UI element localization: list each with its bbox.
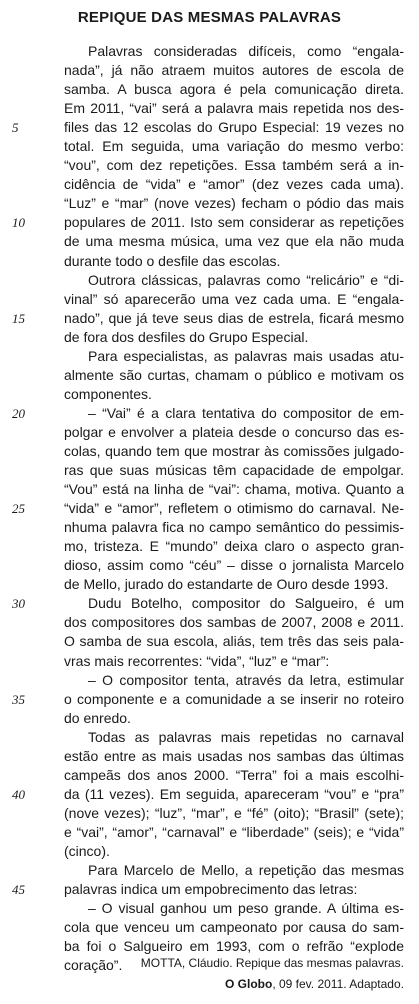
article-body [64, 42, 404, 975]
text-line: nada”, já não atraem muitos autores de escola de [64, 62, 404, 79]
text-line: o componente e a comunidade a se inserir no roteiro [64, 690, 404, 707]
text-line: componentes. [64, 385, 152, 402]
text-line: colas, quando tem que mostrar às comissões julgado- [64, 442, 404, 459]
newspaper-name: O Globo [225, 977, 273, 991]
text-line: “Vou” está na linha de “vai”: chama, motiva. Quanto a [64, 481, 404, 498]
text-line: cola que venceu um campeonato por causa do sam- [64, 919, 404, 936]
text-line: dos compositores dos sambas de 2007, 2008 e 2011. [64, 614, 404, 631]
text-line: Dudu Botelho, compositor do Salgueiro, é um [88, 595, 404, 612]
text-line: do enredo. [64, 709, 131, 726]
text-line: O samba de sua escola, aliás, tem três das seis pala- [64, 633, 404, 650]
text-line: almente são curtas, chamam o público e motivam os [64, 366, 404, 383]
text-line: files das 12 escolas do Grupo Especial: 19 vezes no [64, 119, 404, 136]
text-line: “vida” e “amor”, refletem o otimismo do carnaval. Ne- [64, 500, 404, 517]
line-number: 45 [12, 882, 25, 898]
text-line: da (11 vezes). Em seguida, apareceram “vou” e “pra” [64, 785, 404, 802]
line-number: 30 [12, 596, 25, 612]
line-number: 10 [12, 215, 25, 231]
text-line: dioso, assim como “céu” – disse o jornalista Marcelo [64, 557, 404, 574]
text-line: – “Vai” é a clara tentativa do compositor de em- [88, 404, 404, 421]
text-line: Palavras consideradas difíceis, como “engala- [88, 43, 404, 59]
article-title: REPIQUE DAS MESMAS PALAVRAS [77, 9, 342, 26]
source-citation [141, 953, 404, 995]
text-line: estão entre as mais usadas nos sambas das últimas [64, 747, 404, 764]
text-line: (nove vezes); “luz”, “mar”, e “fé” (oito); “Brasil” (sete); [64, 804, 404, 821]
text-line: Outrora clássicas, palavras como “relicário” e “di- [88, 271, 404, 288]
citation-publication [141, 974, 404, 995]
text-line: palavras indica um empobrecimento das letras: [64, 881, 358, 898]
text-line: mo, tristeza. E “mundo” deixa claro o aspecto gran- [64, 538, 404, 555]
text-line: nhuma palavra fica no campo semântico do pessimis- [64, 519, 404, 536]
text-line: populares de 2011. Isto sem considerar as repetições [64, 214, 404, 231]
line-number: 35 [12, 691, 25, 707]
text-line: ras que suas músicas têm capacidade de empolgar. [64, 462, 404, 479]
text-line: vinal” só aparecerão uma vez cada uma. E “engala- [64, 290, 404, 307]
text-line: de uma mesma música, uma vez que ela não muda [64, 233, 404, 250]
text-line: durante todo o desfile das escolas. [64, 252, 281, 269]
citation-author-line: MOTTA, Cláudio. Repique das mesmas palavras. [140, 956, 404, 970]
text-line: campeãs dos anos 2000. “Terra” foi a mais escolhi- [64, 766, 404, 783]
text-line: e “vai”, “amor”, “carnaval” e “liberdade” (seis); e “vida” [64, 823, 404, 840]
text-line: (cinco). [64, 842, 110, 859]
text-line: Todas as palavras mais repetidas no carnaval [88, 728, 404, 745]
line-number: 25 [12, 501, 25, 517]
text-line: coração”. [64, 957, 123, 974]
text-line: Para especialistas, as palavras mais usadas atu- [88, 347, 404, 364]
text-line: “Luz” e “mar” (nove vezes) fecham o pódio das mais [64, 195, 404, 212]
text-line: Em 2011, “vai” será a palavra mais repetida nos des- [64, 100, 404, 117]
text-line: Para Marcelo de Mello, a repetição das mesmas [88, 862, 404, 879]
text-line: – O compositor tenta, através da letra, estimular [88, 671, 404, 688]
citation-date: , 09 fev. 2011. Adaptado. [272, 977, 404, 991]
text-line: samba. A busca agora é pela comunicação direta. [64, 81, 404, 98]
line-number: 40 [12, 786, 25, 802]
text-line: de Mello, jurado do estandarte de Ouro desde 1993. [64, 576, 389, 593]
line-number: 5 [12, 120, 19, 136]
line-number: 15 [12, 310, 25, 326]
line-number: 20 [12, 405, 25, 421]
text-line: de fora dos desfiles do Grupo Especial. [64, 328, 309, 345]
text-line: ba foi o Salgueiro em 1993, com o refrão “explode [64, 938, 404, 955]
text-line: total. Em seguida, uma variação do mesmo verbo: [64, 138, 404, 155]
text-line: cidência de “vida” e “amor” (dez vezes cada uma). [64, 176, 404, 193]
text-line: vras mais recorrentes: “vida”, “luz” e “mar”: [64, 652, 330, 669]
text-line: – O visual ganhou um peso grande. A última es- [88, 900, 404, 917]
text-line: “vou”, com dez repetições. Essa também será a in- [64, 157, 404, 174]
text-line: nado”, que já teve seus dias de estrela, ficará mesmo [64, 309, 404, 326]
text-line: polgar e envolver a plateia desde o concurso das es- [64, 423, 404, 440]
